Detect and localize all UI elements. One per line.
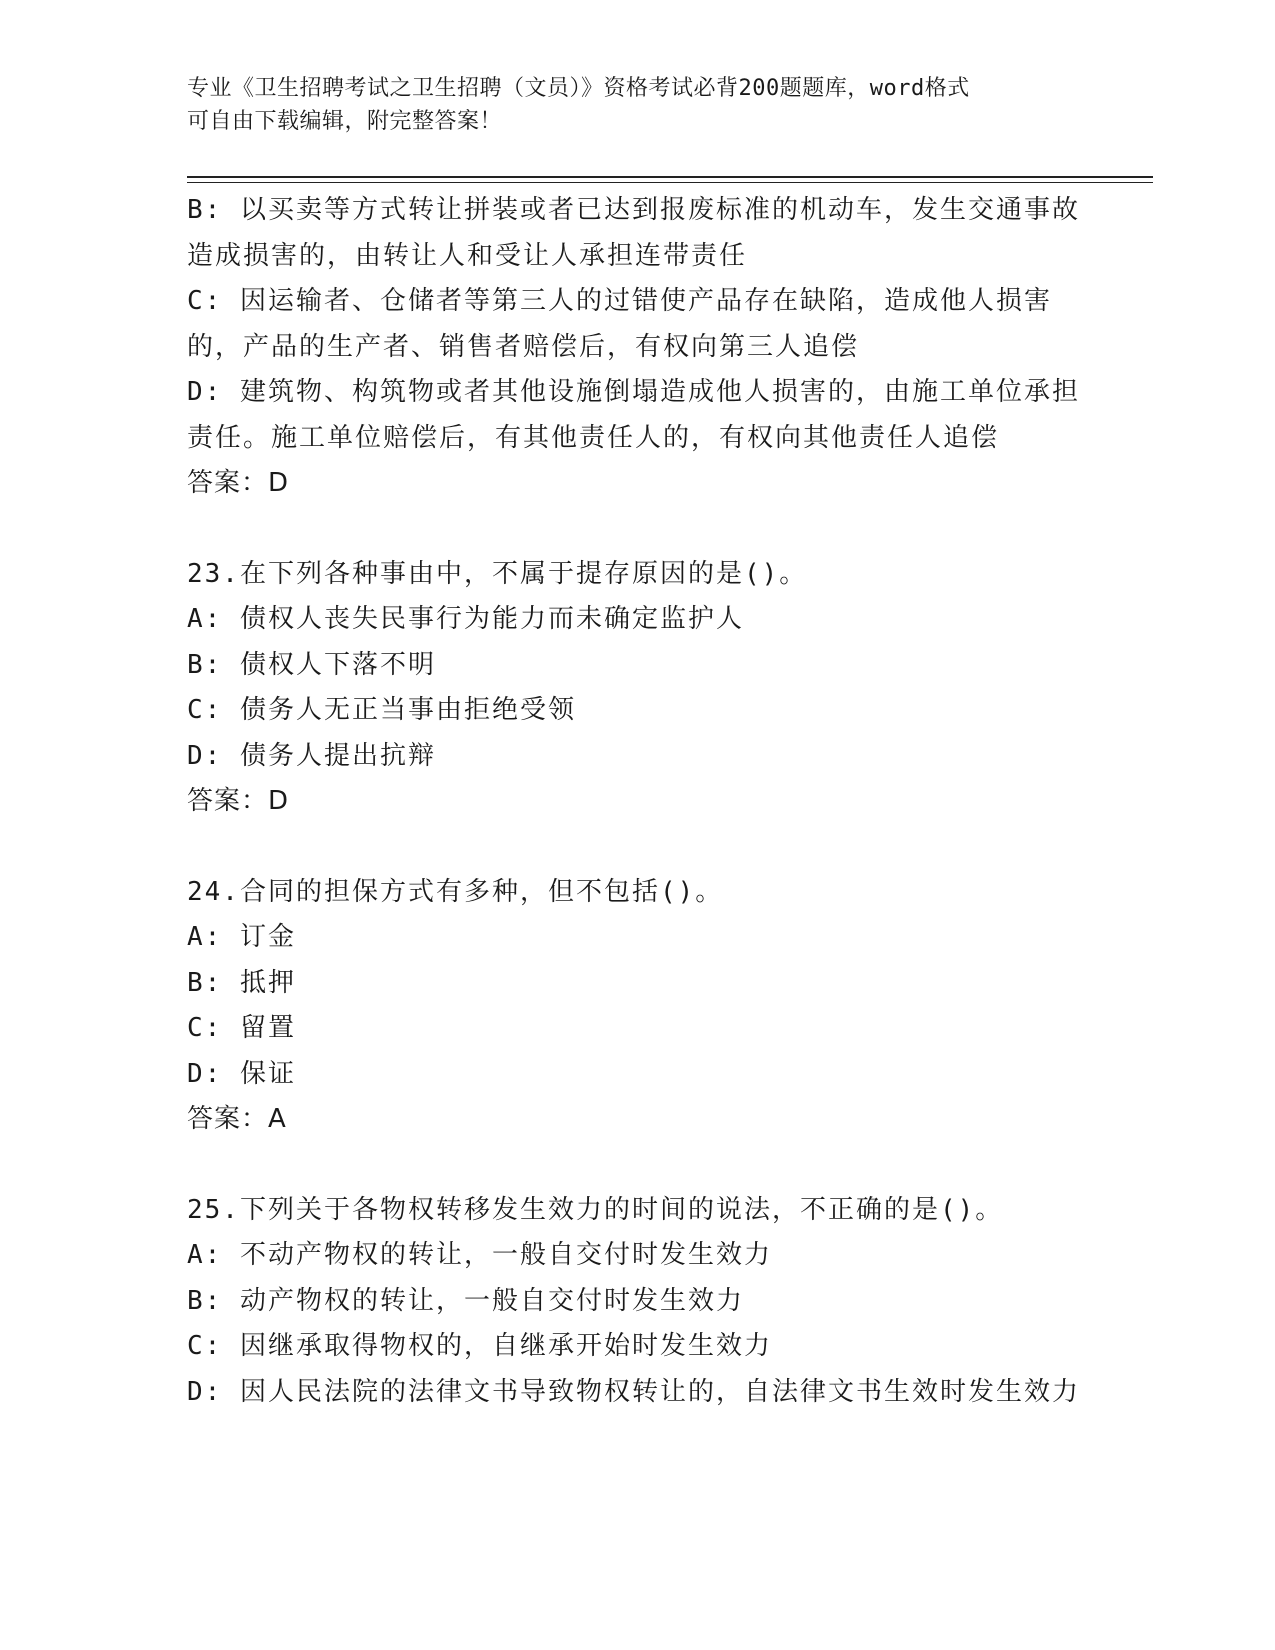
question-stem: 23.在下列各种事由中，不属于提存原因的是()。 — [187, 558, 808, 589]
question-content — [187, 188, 1087, 1415]
option-d: D: 保证 — [187, 1058, 296, 1089]
option-c: C: 债务人无正当事由拒绝受领 — [187, 695, 576, 725]
option-c: C: 因运输者、仓储者等第三人的过错使产品存在缺陷，造成他人损害的，产品的生产者、销售者赔偿后，有权向第三人追偿 — [187, 286, 1052, 362]
header-divider-thin — [187, 182, 1153, 183]
spacer — [187, 507, 1087, 552]
question-23 — [187, 552, 1087, 825]
question-stem: 25.下列关于各物权转移发生效力的时间的说法，不正确的是()。 — [187, 1194, 1004, 1225]
option-b: B: 动产物权的转让，一般自交付时发生效力 — [187, 1285, 744, 1316]
header-title-line-2: 可自由下载编辑，附完整答案！ — [187, 109, 503, 134]
option-d: D: 债务人提出抗辩 — [187, 740, 436, 771]
option-c: C: 留置 — [187, 1013, 296, 1043]
answer-line: 答案：D — [187, 468, 290, 498]
header-title-line-1: 专业《卫生招聘考试之卫生招聘（文员）》资格考试必背200题题库，word格式 — [187, 76, 970, 101]
answer-line: 答案：A — [187, 1104, 287, 1134]
option-c: C: 因继承取得物权的，自继承开始时发生效力 — [187, 1331, 772, 1361]
spacer — [187, 1143, 1087, 1188]
option-d: D: 建筑物、构筑物或者其他设施倒塌造成他人损害的，由施工单位承担责任。施工单位赔偿后，有其他责任人的，有权向其他责任人追偿 — [187, 377, 1080, 453]
option-b: B: 债权人下落不明 — [187, 649, 436, 680]
option-b: B: 以买卖等方式转让拼装或者已达到报废标准的机动车，发生交通事故造成损害的，由转让人和受让人承担连带责任 — [187, 195, 1080, 271]
option-a: A: 债权人丧失民事行为能力而未确定监护人 — [187, 604, 744, 634]
question-stem: 24.合同的担保方式有多种，但不包括()。 — [187, 876, 724, 907]
header-divider-thick — [187, 176, 1153, 178]
question-25 — [187, 1188, 1087, 1416]
spacer — [187, 825, 1087, 870]
question-22-continued — [187, 188, 1087, 507]
option-d: D: 因人民法院的法律文书导致物权转让的，自法律文书生效时发生效力 — [187, 1376, 1080, 1407]
option-b: B: 抵押 — [187, 967, 296, 998]
option-a: A: 订金 — [187, 922, 296, 952]
option-a: A: 不动产物权的转让，一般自交付时发生效力 — [187, 1240, 772, 1270]
question-24 — [187, 870, 1087, 1143]
answer-line: 答案：D — [187, 786, 290, 816]
document-header — [187, 72, 1067, 138]
